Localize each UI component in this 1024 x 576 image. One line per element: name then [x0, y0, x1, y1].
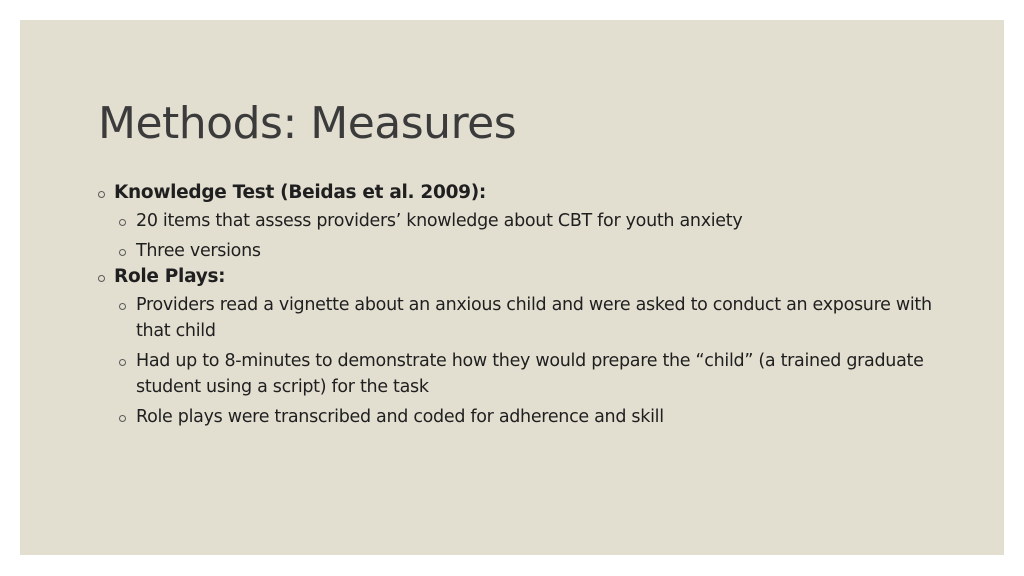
sub-bullet-text: Role plays were transcribed and coded for adherence and skill [136, 407, 664, 427]
circle-bullet-icon [98, 191, 105, 198]
slide-title: Methods: Measures [98, 98, 517, 149]
circle-bullet-icon [98, 275, 105, 282]
sub-bullet-text: 20 items that assess providers’ knowledge about CBT for youth anxiety [136, 211, 743, 231]
slide [20, 20, 1004, 555]
circle-bullet-icon [119, 249, 126, 256]
sub-bullet-text: Had up to 8-minutes to demonstrate how they would prepare the “child” (a trained graduate student using a script) for the task [136, 351, 924, 397]
section-heading: Role Plays: [114, 266, 226, 287]
sub-bullet-list [96, 292, 956, 430]
bullet-role-plays [96, 264, 956, 290]
slide-content [96, 180, 956, 430]
sub-bullet-text: Providers read a vignette about an anxious child and were asked to conduct an exposure with that child [136, 295, 932, 341]
bullet-knowledge-test [96, 180, 956, 206]
circle-bullet-icon [119, 219, 126, 226]
circle-bullet-icon [119, 359, 126, 366]
sub-bullet-item [96, 404, 956, 430]
sub-bullet-text: Three versions [136, 241, 261, 261]
circle-bullet-icon [119, 415, 126, 422]
sub-bullet-list [96, 208, 956, 264]
circle-bullet-icon [119, 303, 126, 310]
sub-bullet-item [96, 238, 956, 264]
sub-bullet-item [96, 348, 956, 400]
sub-bullet-item [96, 292, 956, 344]
section-role-plays [96, 264, 956, 430]
section-heading: Knowledge Test (Beidas et al. 2009): [114, 182, 486, 203]
section-knowledge-test [96, 180, 956, 264]
sub-bullet-item [96, 208, 956, 234]
